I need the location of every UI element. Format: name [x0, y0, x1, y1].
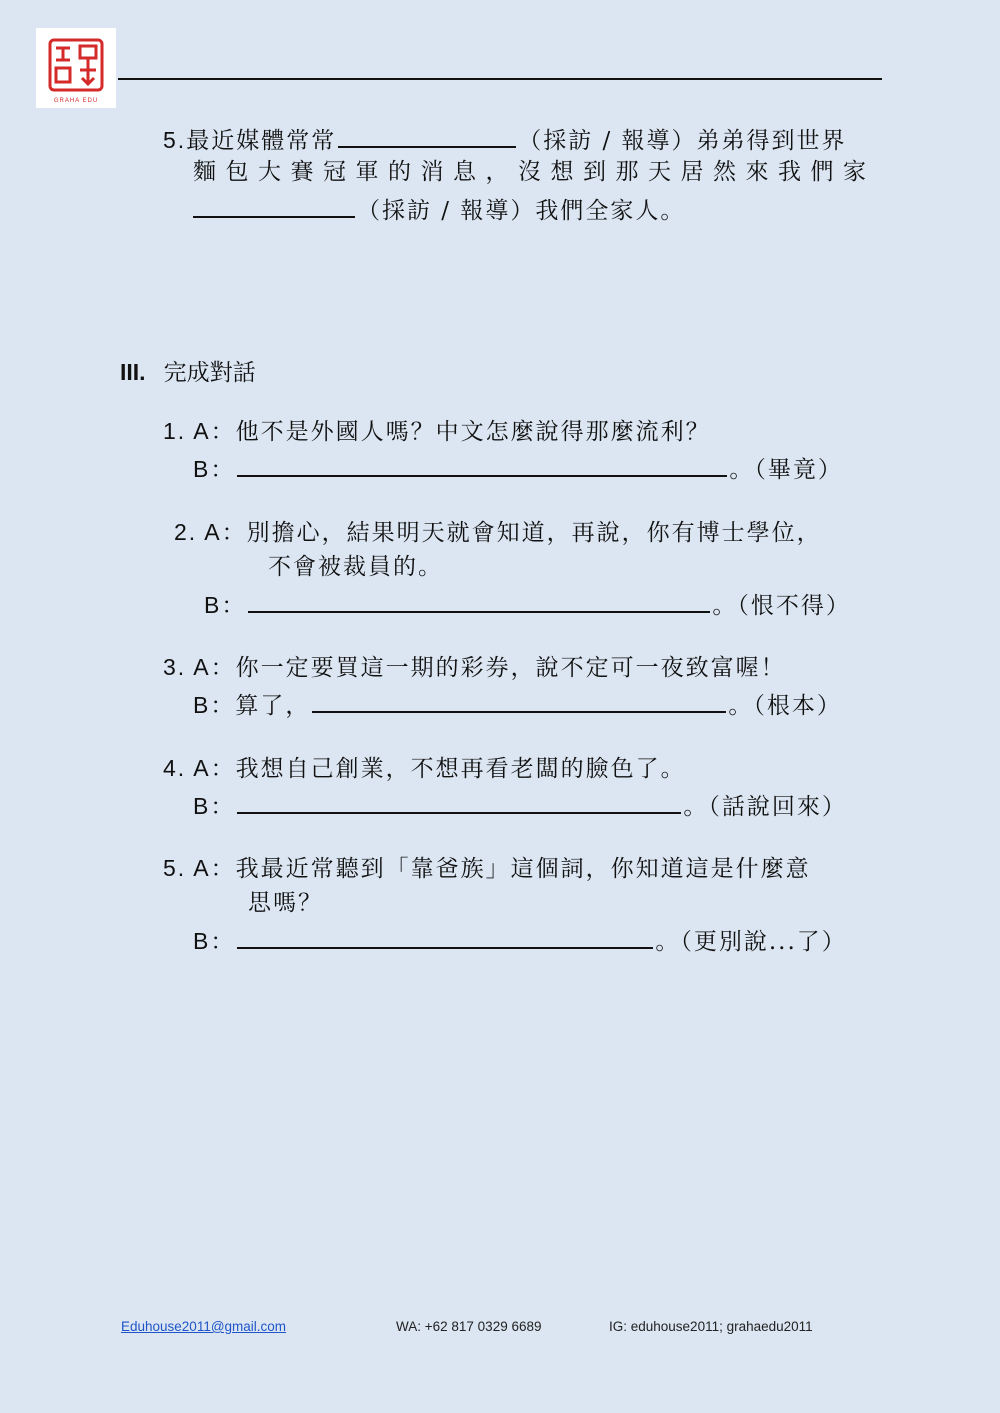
dialog-5-a-text: 我最近常聽到「靠爸族」這個詞，你知道這是什麼意 — [235, 856, 811, 882]
footer-instagram: IG: eduhouse2011; grahaedu2011 — [609, 1319, 813, 1334]
logo-seal-icon — [36, 28, 116, 108]
q5-line-1 — [163, 126, 847, 153]
dialog-2-number: 2. A： — [174, 519, 247, 545]
q5-number: 5. — [163, 127, 187, 153]
section-3-roman: III. — [120, 359, 146, 385]
q5-line-3 — [193, 196, 685, 223]
dialog-1-answer-blank[interactable] — [237, 455, 727, 477]
dialog-5-b-label: B： — [193, 928, 236, 954]
svg-text:GRAHA EDU: GRAHA EDU — [53, 98, 99, 104]
dialog-1-hint: 。（畢竟） — [729, 457, 843, 483]
dialog-5-a — [163, 857, 811, 881]
q5-choice2: （採訪 / 報導）我們全家人。 — [357, 198, 686, 224]
q5-part1: 最近媒體常常 — [186, 128, 337, 154]
dialog-3-hint: 。（根本） — [728, 693, 842, 719]
dialog-3-a-text: 你一定要買這一期的彩券，說不定可一夜致富喔！ — [235, 655, 786, 681]
dialog-2-hint: 。（恨不得） — [712, 593, 851, 619]
footer-whatsapp: WA: +62 817 0329 6689 — [396, 1319, 542, 1334]
q5-blank-2[interactable] — [193, 196, 355, 218]
dialog-1-b — [193, 455, 843, 482]
dialog-3-b-prefix: 算了， — [235, 693, 311, 719]
q5-line-2: 麵包大賽冠軍的消息，沒想到那天居然來我們家 — [193, 159, 876, 185]
footer-email[interactable] — [121, 1319, 286, 1334]
q5-choice1: （採訪 / 報導）弟弟得到世界 — [518, 128, 847, 154]
graha-edu-logo — [36, 28, 116, 108]
dialog-4-answer-blank[interactable] — [237, 792, 681, 814]
dialog-5-number: 5. A： — [163, 855, 236, 881]
dialog-2-a-text: 別擔心，結果明天就會知道，再說，你有博士學位， — [246, 520, 822, 546]
q5-blank-1[interactable] — [338, 126, 516, 148]
dialog-5-answer-blank[interactable] — [237, 927, 653, 949]
dialog-3-b-label: B： — [193, 692, 236, 718]
dialog-4-hint: 。（話說回來） — [683, 794, 847, 820]
dialog-4-a — [163, 757, 686, 781]
dialog-5-hint: 。（更別說...了） — [655, 929, 847, 955]
dialog-1-a-text: 他不是外國人嗎？中文怎麼說得那麼流利？ — [235, 419, 711, 445]
dialog-3-number: 3. A： — [163, 654, 236, 680]
section-3-title: 完成對話 — [163, 360, 256, 386]
header-rule — [118, 78, 882, 80]
dialog-1-number: 1. A： — [163, 418, 236, 444]
dialog-2-b-label: B： — [204, 592, 247, 618]
dialog-1-b-label: B： — [193, 456, 236, 482]
dialog-2-b — [204, 591, 851, 618]
dialog-2-a — [174, 521, 822, 545]
dialog-2-answer-blank[interactable] — [248, 591, 710, 613]
dialog-4-number: 4. A： — [163, 755, 236, 781]
dialog-3-a — [163, 656, 786, 680]
dialog-5-b — [193, 927, 847, 954]
dialog-2-a-cont: 不會被裁員的。 — [268, 554, 443, 580]
dialog-3-b — [193, 691, 842, 718]
dialog-4-b-label: B： — [193, 793, 236, 819]
dialog-4-a-text: 我想自己創業，不想再看老闆的臉色了。 — [235, 756, 686, 782]
dialog-5-a-cont: 思嗎？ — [248, 890, 323, 916]
dialog-3-answer-blank[interactable] — [312, 691, 726, 713]
section-3-heading — [120, 354, 256, 387]
dialog-1-a — [163, 420, 711, 444]
email-link[interactable]: Eduhouse2011@gmail.com — [121, 1319, 287, 1334]
dialog-4-b — [193, 792, 847, 819]
